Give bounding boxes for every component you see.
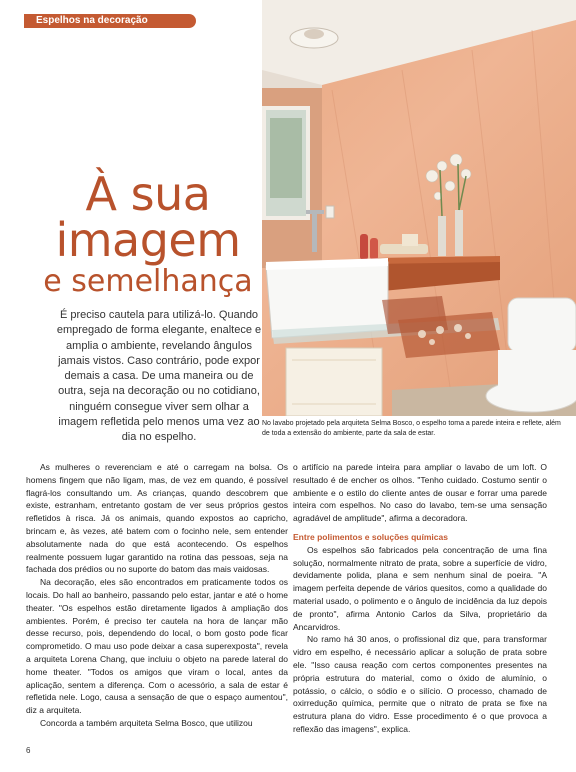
section-tag: Espelhos na decoração [24,14,196,28]
lead-paragraph: É preciso cautela para utilizá-lo. Quando empregado de forma elegante, enaltece e amplia o ambiente, revelando ângulos jamais vistos. Caso contrário, pode expor demais a casa. De uma maneira ou de outra, seja na decoração ou no cotidiano, ninguém consegue viver sem olhar a imagem refletida pelo menos uma vez ao dia no espelho. [56,309,262,444]
bathroom-photo [262,0,576,416]
body-paragraph: Na decoração, eles são encontrados em praticamente todos os locais. Do hall ao banheiro, passando pelo estar, jantar e até o home theater. "Os espelhos estão diretamente ligados à ampliação dos ambientes. Porém, é preciso ter cautela na hora de lançar mão desse recurso, pois, dependendo do local, o bom gosto pode ficar comprometido. O mau uso pode deixar a casa superexposta", revela a arquiteta Lorena Chang, que incluiu o objeto na parede lateral do home theater. "Todos os amigos que viram o local, antes da aplicação, sentem a diferença. Com o acessório, a sala de estar é refletida nele. Logo, causa a sensação de que o espaço aumentou", diz a arquiteta. [26,577,288,716]
bathroom-illustration [262,0,576,416]
right-column [293,461,547,736]
photo-caption: No lavabo projetado pela arquiteta Selma Bosco, o espelho toma a parede inteira e reflete, além de toda a extensão do ambiente, parte da sala de estar. [262,420,561,437]
article-title [28,167,268,302]
title-line-3: e semelhança [43,264,253,299]
page-number: 6 [26,746,31,755]
body-paragraph: Os espelhos são fabricados pela concentração de uma fina solução, normalmente nitrato de prata, sobre a superfície de vidro, devidamente polida, plana e sem nenhum sinal de poeira. "A imagem perfeita depende de vários quesitos, como a qualidade do material usado, o polimento e o ângulo de incidência da luz depois de pronto", afirma Antonio Carlos da Silva, proprietário da Ancarvidros. [293,544,547,632]
body-paragraph: o artifício na parede inteira para ampliar o lavabo de um loft. O resultado é de encher os olhos. "Tenho cuidado. Costumo sentir o ambiente e o estilo do cliente antes de ousar e forrar uma parede inteira com espelhos. No caso do lavabo, tem-se uma sensação agradável de amplitude", afirma a decoradora. [293,462,547,524]
left-column [26,461,288,730]
subheading: Entre polimentos e soluções químicas [293,531,448,542]
title-line-2: imagem [55,213,241,267]
body-paragraph: As mulheres o reverenciam e até o carregam na bolsa. Os homens fingem que não ligam, mas, de vez em quando, é possível flagrá-los consultando um. As crianças, quando descobrem que existe, estranham, entretanto gostam de ver seus próprios gestos refletidos à risca. Já os animais, quando expostos ao capricho, brincam e, às vezes, até batem com o focinho nele, sem entender absolutamente nada do que está acontecendo. Os espelhos realmente possuem lugar garantido na rotina das pessoas, seja na fachada dos prédios ou no suporte do batom das mais vaidosas. [26,462,288,575]
body-paragraph: Concorda a também arquiteta Selma Bosco, que utilizou [40,717,253,728]
body-paragraph: No ramo há 30 anos, o profissional diz que, para transformar vidro em espelho, é necessário aplicar a solução de prata sobre ele. "Isso causa reação com certos componentes presentes na própria estrutura do material, como o óxido de alumínio, o potássio, o cálcio, o sódio e o silício. O processo, chamado de oxirredução química, permite que o nitrato de prata se fixe na estrutura plana do vidro. Esse procedimento é o que provoca a reflexão das imagens", explica. [293,634,547,734]
title-line-1: À sua [85,167,211,221]
